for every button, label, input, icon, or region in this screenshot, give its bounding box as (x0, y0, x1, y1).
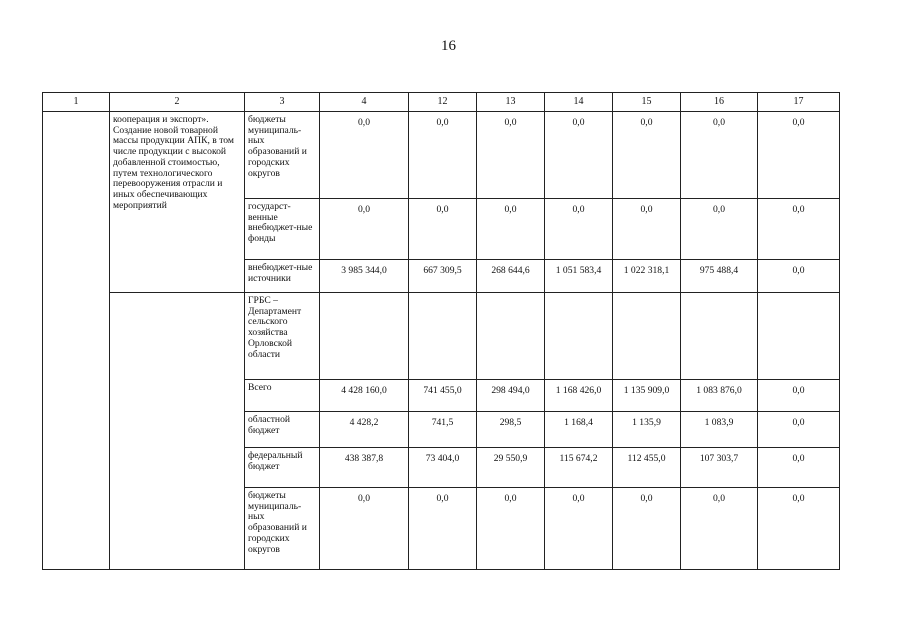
value-cell: 0,0 (477, 488, 545, 570)
value-cell: 0,0 (613, 112, 681, 199)
value-cell: 1 135,9 (613, 412, 681, 448)
header-cell: 1 (43, 93, 110, 112)
value-cell: 0,0 (409, 488, 477, 570)
value-cell: 1 051 583,4 (545, 260, 613, 293)
measure-description-cell-continued (110, 293, 245, 570)
value-cell: 0,0 (545, 199, 613, 260)
funding-source-cell: государст-венные внебюджет-ные фонды (245, 199, 320, 260)
value-cell: 0,0 (477, 199, 545, 260)
value-cell: 975 488,4 (681, 260, 758, 293)
value-cell: 0,0 (613, 199, 681, 260)
value-cell: 73 404,0 (409, 448, 477, 488)
value-cell: 0,0 (320, 488, 409, 570)
value-cell: 268 644,6 (477, 260, 545, 293)
row-number-cell (43, 112, 110, 570)
value-cell: 4 428 160,0 (320, 380, 409, 412)
value-cell: 0,0 (758, 412, 840, 448)
value-cell: 0,0 (758, 448, 840, 488)
budget-table (42, 92, 840, 570)
header-cell: 15 (613, 93, 681, 112)
funding-source-cell: бюджеты муниципаль-ных образований и городских округов (245, 488, 320, 570)
value-cell: 0,0 (758, 488, 840, 570)
value-cell: 1 168,4 (545, 412, 613, 448)
value-cell: 1 083 876,0 (681, 380, 758, 412)
value-cell: 107 303,7 (681, 448, 758, 488)
value-cell: 1 135 909,0 (613, 380, 681, 412)
value-cell: 0,0 (758, 199, 840, 260)
value-cell: 1 083,9 (681, 412, 758, 448)
value-cell: 0,0 (409, 112, 477, 199)
page-number: 16 (441, 38, 456, 54)
value-cell (545, 293, 613, 380)
header-cell: 17 (758, 93, 840, 112)
header-cell: 14 (545, 93, 613, 112)
table-header-row (43, 93, 840, 112)
value-cell: 115 674,2 (545, 448, 613, 488)
value-cell: 0,0 (477, 112, 545, 199)
funding-source-cell: федеральный бюджет (245, 448, 320, 488)
header-cell: 2 (110, 93, 245, 112)
funding-source-cell: Всего (245, 380, 320, 412)
measure-description-cell: кооперация и экспорт». Создание новой товарной массы продукции АПК, в том числе продукции с высокой добавленной стоимостью, путем технологического перевооружения отрасли и иных обеспечивающих мероприятий (110, 112, 245, 293)
value-cell: 0,0 (681, 112, 758, 199)
value-cell: 438 387,8 (320, 448, 409, 488)
value-cell: 3 985 344,0 (320, 260, 409, 293)
table-row (43, 293, 840, 380)
funding-source-cell: ГРБС – Департамент сельского хозяйства Орловской области (245, 293, 320, 380)
value-cell: 0,0 (681, 488, 758, 570)
value-cell: 0,0 (613, 488, 681, 570)
value-cell: 0,0 (758, 112, 840, 199)
table-row (43, 112, 840, 199)
value-cell (613, 293, 681, 380)
value-cell: 0,0 (320, 199, 409, 260)
value-cell: 298,5 (477, 412, 545, 448)
value-cell: 1 022 318,1 (613, 260, 681, 293)
header-cell: 4 (320, 93, 409, 112)
value-cell: 112 455,0 (613, 448, 681, 488)
value-cell: 0,0 (545, 488, 613, 570)
value-cell (758, 293, 840, 380)
value-cell (320, 293, 409, 380)
header-cell: 13 (477, 93, 545, 112)
funding-source-cell: бюджеты муниципаль-ных образований и городских округов (245, 112, 320, 199)
value-cell: 0,0 (758, 260, 840, 293)
value-cell: 0,0 (681, 199, 758, 260)
header-cell: 12 (409, 93, 477, 112)
value-cell (681, 293, 758, 380)
value-cell: 29 550,9 (477, 448, 545, 488)
value-cell: 1 168 426,0 (545, 380, 613, 412)
value-cell: 298 494,0 (477, 380, 545, 412)
value-cell: 0,0 (320, 112, 409, 199)
funding-source-cell: внебюджет-ные источники (245, 260, 320, 293)
funding-source-cell: областной бюджет (245, 412, 320, 448)
header-cell: 16 (681, 93, 758, 112)
value-cell (409, 293, 477, 380)
value-cell: 0,0 (545, 112, 613, 199)
value-cell: 741 455,0 (409, 380, 477, 412)
value-cell: 0,0 (758, 380, 840, 412)
header-cell: 3 (245, 93, 320, 112)
value-cell (477, 293, 545, 380)
value-cell: 667 309,5 (409, 260, 477, 293)
value-cell: 741,5 (409, 412, 477, 448)
value-cell: 4 428,2 (320, 412, 409, 448)
value-cell: 0,0 (409, 199, 477, 260)
